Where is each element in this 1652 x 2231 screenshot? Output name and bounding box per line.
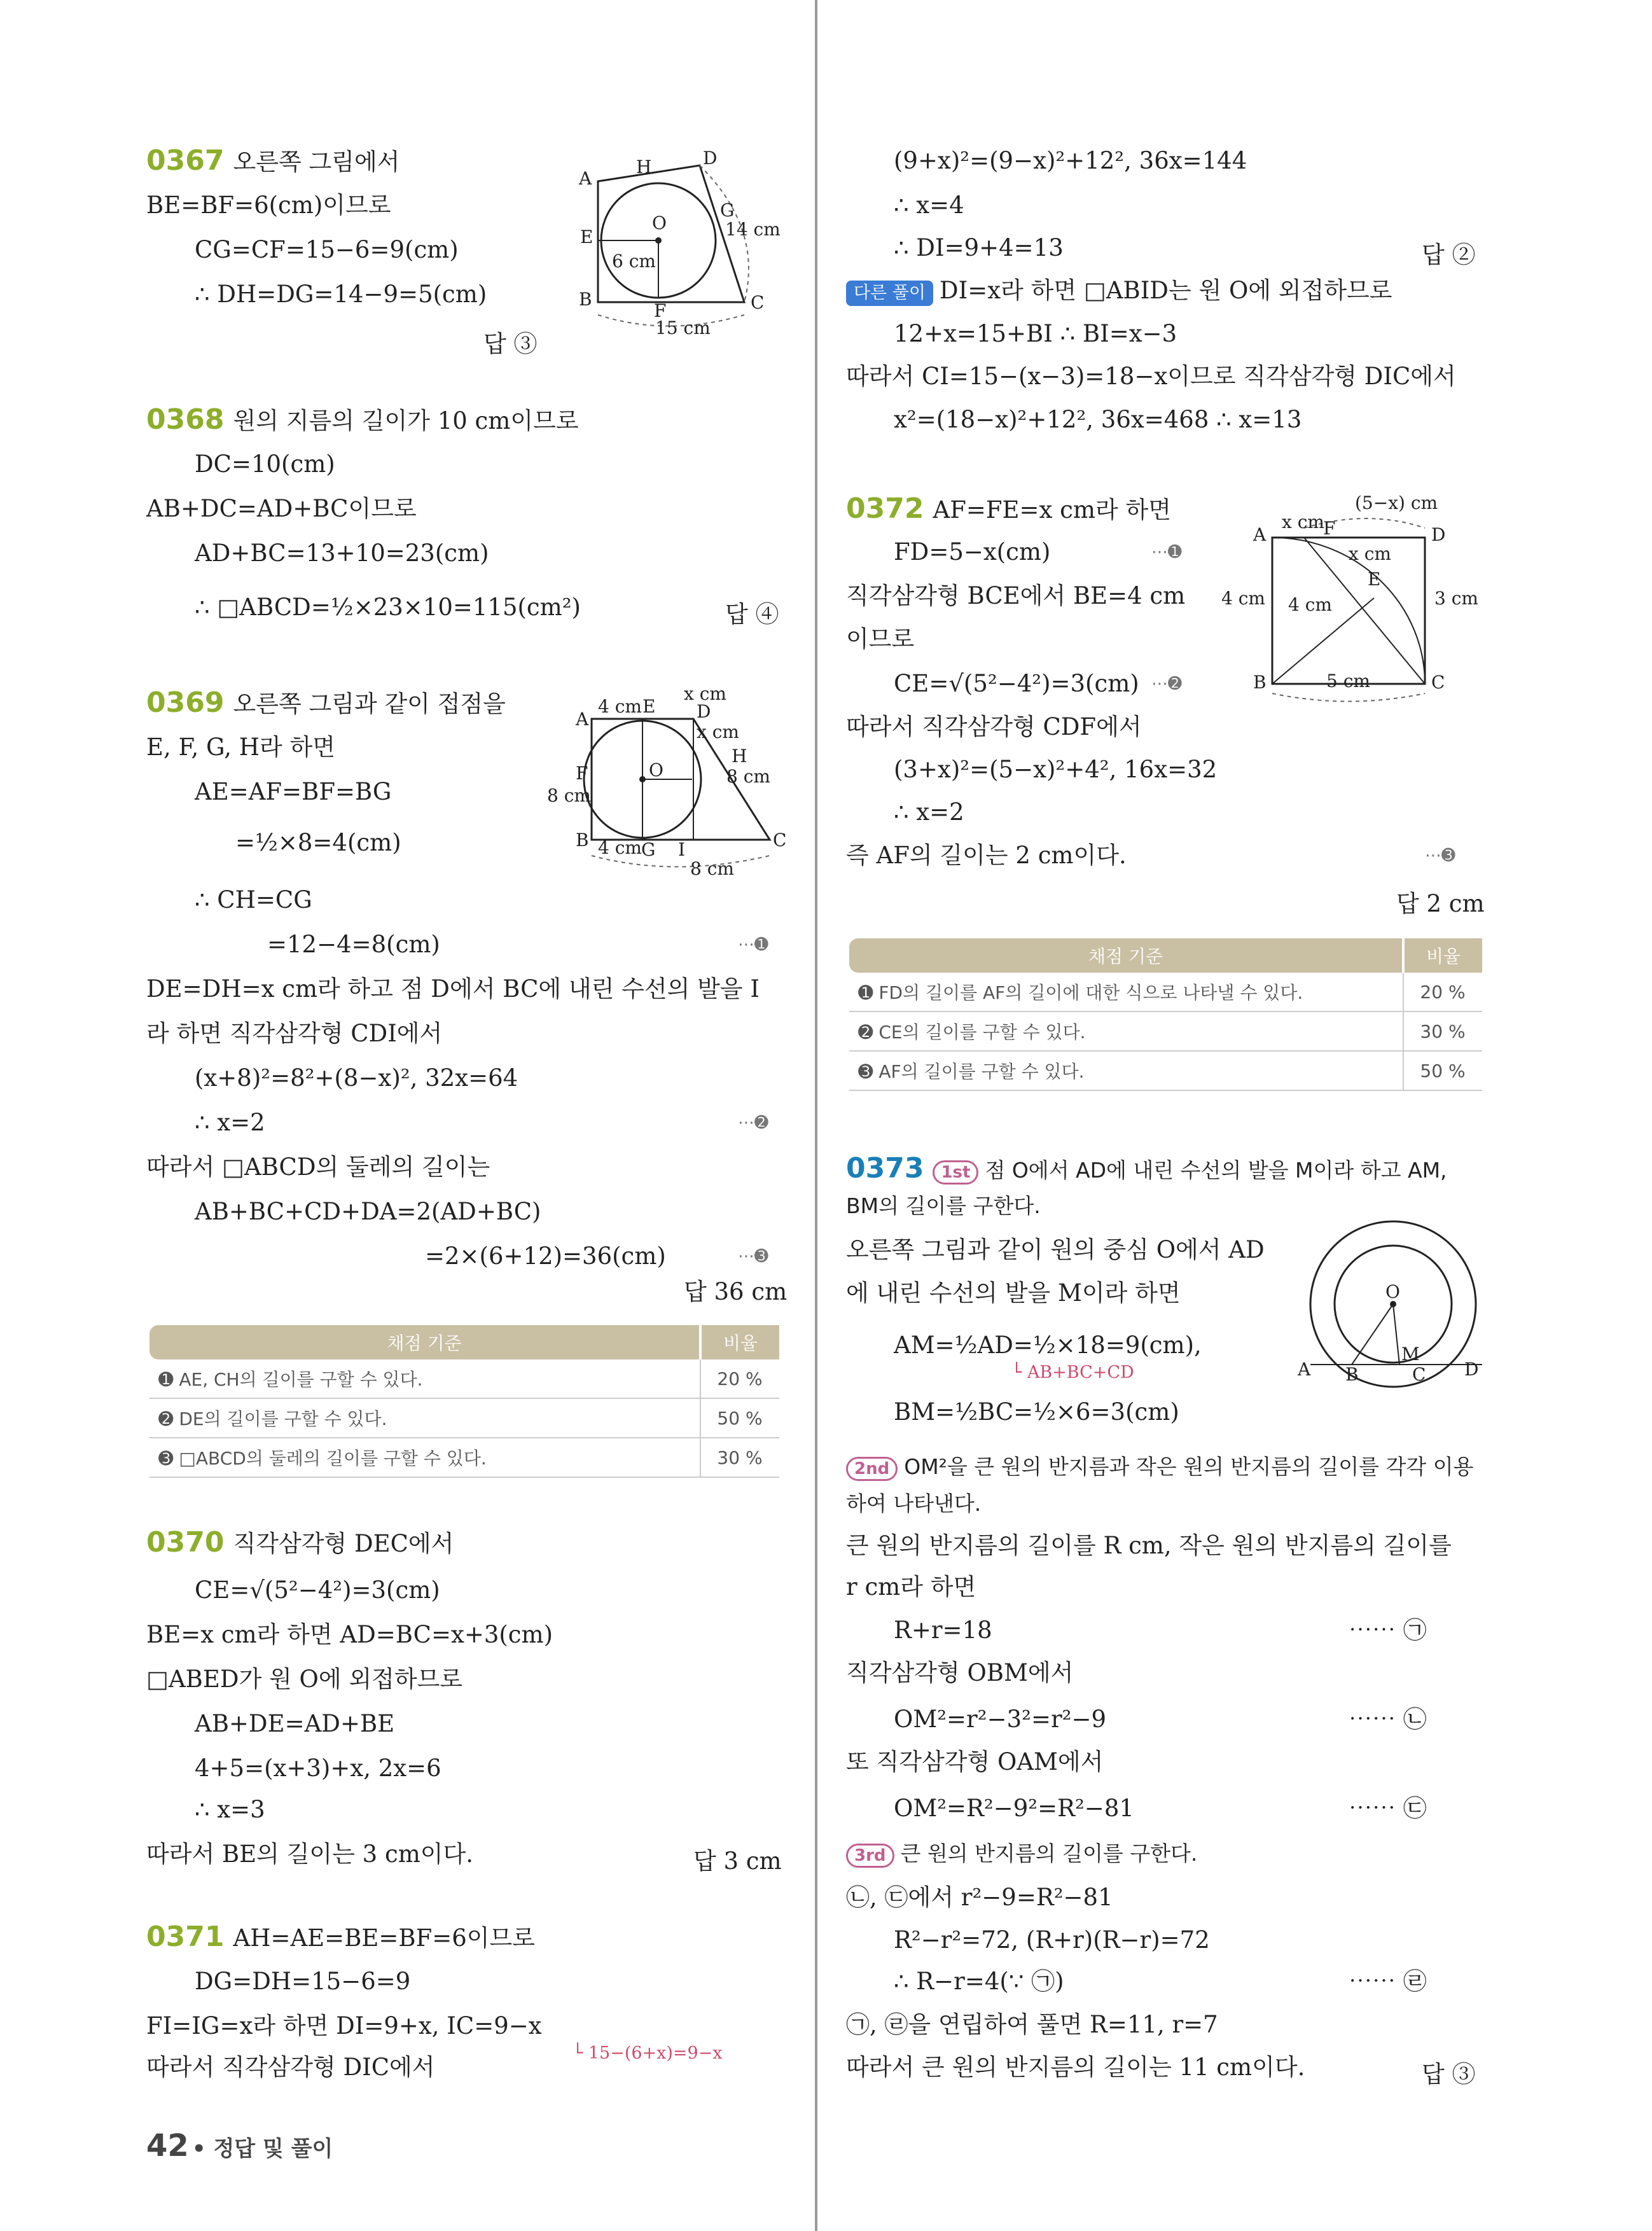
alt-solution-tag: 다른 풀이 [846, 281, 933, 306]
svg-text:(5−x) cm: (5−x) cm [1355, 492, 1438, 513]
problem-0373-line14: ∴ R−r=4(∵ ㉠) [894, 1968, 1064, 1995]
equation-ref-2: ⋯⋯ ㉡ [1349, 1706, 1427, 1733]
problem-0369-line9: (x+8)²=8²+(8−x)², 32x=64 [195, 1064, 518, 1092]
svg-text:4 cm: 4 cm [598, 696, 642, 717]
grade-mark-2: ⋯➋ [738, 1113, 768, 1132]
problem-0372-line9: 즉 AF의 길이는 2 cm이다. [846, 842, 1127, 869]
problem-0368-line2: DC=10(cm) [195, 450, 335, 478]
problem-0369-line3: AE=AF=BF=BG [195, 778, 392, 805]
problem-0370-line6: 4+5=(x+3)+x, 2x=6 [195, 1755, 441, 1782]
problem-0372-line2: FD=5−x(cm) [894, 538, 1051, 566]
svg-text:O: O [649, 760, 663, 781]
svg-text:A: A [1253, 524, 1267, 545]
problem-0373-line10: 또 직각삼각형 OAM에서 [846, 1748, 1104, 1776]
svg-text:E: E [580, 226, 593, 247]
grade-mark-1: ⋯➊ [1151, 543, 1182, 562]
svg-text:D: D [703, 148, 718, 169]
problem-0373-step2: 2nd OM²을 큰 원의 반지름과 작은 원의 반지름의 길이를 각각 이용 [846, 1450, 1474, 1483]
problem-0373-line9: OM²=r²−3²=r²−9 [894, 1706, 1107, 1733]
svg-text:A: A [1298, 1359, 1311, 1380]
problem-0370-line5: AB+DE=AD+BE [195, 1710, 395, 1737]
grade-mark-1: ⋯➊ [738, 935, 768, 954]
note-0371: └ 15−(6+x)=9−x [573, 2043, 723, 2063]
problem-0369-line10: ∴ x=2 [195, 1109, 265, 1136]
problem-0371-cont2: ∴ x=4 [894, 191, 964, 219]
answer-0373: 답 ③ [1422, 2061, 1476, 2088]
svg-text:E: E [642, 696, 656, 717]
table-row: ➊ FD의 길이를 AF의 길이에 대한 식으로 나타낼 수 있다. 20 % [849, 973, 1482, 1011]
grading-table-0369: 채점 기준 비율 ➊ AE, CH의 길이를 구할 수 있다. 20 % ➋ DE의 길이를 구할 수 있다. 50 % ➌ □ABCD의 둘레의 길이를 구할 수 있다. 30 % [149, 1325, 779, 1478]
problem-0370-line7: ∴ x=3 [195, 1796, 265, 1823]
problem-0372-line6: 따라서 직각삼각형 CDF에서 [846, 713, 1142, 740]
svg-text:6 cm: 6 cm [612, 251, 656, 272]
page-footer [146, 2128, 333, 2164]
problem-0373-line12: ㉡, ㉢에서 r²−9=R²−81 [846, 1884, 1113, 1911]
table-row: ➊ AE, CH의 길이를 구할 수 있다. 20 % [149, 1359, 779, 1398]
svg-text:F: F [576, 763, 588, 784]
alt-solution-line3: 따라서 CI=15−(x−3)=18−x이므로 직각삼각형 DIC에서 [846, 363, 1456, 390]
problem-0368-line1: 0368 원의 지름의 길이가 10 cm이므로 [146, 403, 579, 436]
problem-0373-line2: 에 내린 수선의 발을 M이라 하면 [846, 1279, 1181, 1307]
problem-0373-step2b: 하여 나타낸다. [846, 1491, 982, 1516]
problem-number: 0368 [146, 403, 225, 436]
note-0373: └ AB+BC+CD [1011, 1363, 1134, 1382]
svg-text:C: C [773, 830, 787, 851]
problem-0373-step3: 3rd 큰 원의 반지름의 길이를 구한다. [846, 1837, 1197, 1870]
svg-text:C: C [751, 292, 765, 313]
problem-0372-line5: CE=√(5²−4²)=3(cm) [894, 670, 1139, 697]
svg-text:B: B [1345, 1364, 1359, 1385]
problem-0371-line2: DG=DH=15−6=9 [195, 1968, 411, 1995]
problem-0373-line8: 직각삼각형 OBM에서 [846, 1659, 1074, 1686]
problem-0373-line1: 오른쪽 그림과 같이 원의 중심 O에서 AD [846, 1236, 1265, 1263]
svg-text:15 cm: 15 cm [655, 317, 711, 338]
problem-0373-line15: ㉠, ㉣을 연립하여 풀면 R=11, r=7 [846, 2011, 1218, 2038]
svg-text:H: H [732, 746, 747, 767]
problem-0373-line5: 큰 원의 반지름의 길이를 R cm, 작은 원의 반지름의 길이를 [846, 1532, 1452, 1559]
svg-text:8 cm: 8 cm [547, 785, 591, 806]
svg-text:8 cm: 8 cm [726, 766, 770, 787]
svg-text:F: F [654, 300, 667, 321]
problem-0367-line1: 0367 오른쪽 그림에서 [146, 144, 400, 177]
step-tag-3rd: 3rd [846, 1844, 894, 1868]
svg-text:M: M [1401, 1344, 1420, 1365]
problem-0373-line7: R+r=18 [894, 1616, 992, 1644]
problem-0373-line13: R²−r²=72, (R+r)(R−r)=72 [894, 1926, 1210, 1954]
step-tag-1st: 1st [933, 1160, 978, 1185]
equation-ref-4: ⋯⋯ ㉣ [1349, 1968, 1427, 1995]
problem-0373-line6: r cm라 하면 [846, 1573, 976, 1601]
problem-0372-line1: 0372 AF=FE=x cm라 하면 [846, 492, 1171, 525]
problem-0370-line4: □ABED가 원 O에 외접하므로 [146, 1665, 463, 1693]
figure-0369 [547, 683, 787, 879]
problem-0373-line11: OM²=R²−9²=R²−81 [894, 1795, 1134, 1822]
problem-0369-line12: AB+BC+CD+DA=2(AD+BC) [195, 1198, 541, 1225]
svg-text:B: B [579, 289, 592, 310]
svg-text:3 cm: 3 cm [1434, 588, 1478, 609]
figure-0367 [573, 146, 782, 337]
svg-text:x cm: x cm [684, 683, 726, 704]
problem-number: 0371 [146, 1921, 225, 1953]
problem-number: 0372 [846, 492, 924, 525]
problem-number: 0369 [146, 686, 225, 719]
svg-text:5 cm: 5 cm [1326, 671, 1370, 692]
problem-0371-line3: FI=IG=x라 하면 DI=9+x, IC=9−x [146, 2012, 542, 2040]
problem-0368-line3: AB+DC=AD+BC이므로 [146, 495, 417, 522]
problem-0372-line4: 이므로 [846, 625, 915, 653]
problem-0369-line8: 라 하면 직각삼각형 CDI에서 [146, 1020, 443, 1047]
problem-0369-line11: 따라서 □ABCD의 둘레의 길이는 [146, 1153, 490, 1181]
problem-number: 0373 [846, 1152, 924, 1185]
svg-text:O: O [1385, 1281, 1400, 1302]
problem-0372-line8: ∴ x=2 [894, 798, 964, 826]
table-row: ➌ □ABCD의 둘레의 길이를 구할 수 있다. 30 % [149, 1438, 779, 1477]
table-row: ➌ AF의 길이를 구할 수 있다. 50 % [849, 1051, 1482, 1090]
problem-0370-line8: 따라서 BE의 길이는 3 cm이다. [146, 1840, 474, 1868]
svg-text:O: O [652, 212, 667, 233]
figure-0372 [1221, 490, 1482, 693]
svg-text:H: H [636, 156, 652, 177]
alt-solution-line1: 다른 풀이 DI=x라 하면 □ABID는 원 O에 외접하므로 [846, 275, 1392, 307]
svg-text:F: F [1323, 518, 1336, 539]
problem-0373-line3: AM=½AD=½×18=9(cm), [894, 1331, 1202, 1359]
svg-text:D: D [697, 701, 711, 722]
equation-ref-1: ⋯⋯ ㉠ [1349, 1616, 1427, 1644]
problem-0370-line2: CE=√(5²−4²)=3(cm) [195, 1576, 440, 1604]
svg-text:D: D [1464, 1359, 1479, 1380]
svg-text:D: D [1431, 524, 1446, 545]
svg-text:8 cm: 8 cm [690, 858, 734, 879]
step-tag-2nd: 2nd [846, 1457, 898, 1481]
svg-text:B: B [576, 830, 589, 851]
problem-0369-line5: ∴ CH=CG [195, 886, 312, 914]
svg-text:x cm: x cm [697, 721, 739, 742]
svg-text:B: B [1253, 672, 1267, 693]
problem-0372-line3: 직각삼각형 BCE에서 BE=4 cm [846, 582, 1186, 609]
table-row: ➋ DE의 길이를 구할 수 있다. 50 % [149, 1398, 779, 1438]
problem-0373-line4: BM=½BC=½×6=3(cm) [894, 1398, 1179, 1426]
problem-0371-line1: 0371 AH=AE=BE=BF=6이므로 [146, 1921, 536, 1953]
svg-text:C: C [1431, 672, 1445, 693]
svg-text:C: C [1412, 1364, 1426, 1385]
problem-0373-step1b: BM의 길이를 구한다. [846, 1193, 1041, 1218]
answer-0371: 답 ② [1422, 241, 1476, 268]
figure-0373 [1298, 1221, 1482, 1400]
footer-label: • 정답 및 풀이 [191, 2136, 333, 2162]
problem-0367-line3: CG=CF=15−6=9(cm) [195, 236, 459, 263]
problem-0368-line5: ∴ □ABCD=½×23×10=115(cm²) [195, 594, 581, 621]
grading-table-0372: 채점 기준 비율 ➊ FD의 길이를 AF의 길이에 대한 식으로 나타낼 수 있다. 20 % ➋ CE의 길이를 구할 수 있다. 30 % ➌ AF의 길이를 구할 수 있다. 50 % [849, 938, 1482, 1091]
svg-text:4 cm: 4 cm [1221, 588, 1265, 609]
problem-0370-line1: 0370 직각삼각형 DEC에서 [146, 1526, 454, 1559]
alt-solution-line2: 12+x=15+BI ∴ BI=x−3 [894, 320, 1177, 347]
problem-0371-cont3: ∴ DI=9+4=13 [894, 234, 1064, 261]
problem-0369-line1: 0369 오른쪽 그림과 같이 접점을 [146, 686, 506, 719]
svg-text:A: A [576, 709, 589, 730]
svg-text:x cm: x cm [1349, 543, 1391, 564]
svg-text:x cm: x cm [1282, 511, 1324, 532]
column-divider [815, 0, 817, 2231]
answer-0370: 답 3 cm [693, 1847, 782, 1875]
alt-solution-line4: x²=(18−x)²+12², 36x=468 ∴ x=13 [894, 406, 1302, 433]
answer-0369: 답 36 cm [684, 1278, 788, 1305]
problem-0372-line7: (3+x)²=(5−x)²+4², 16x=32 [894, 756, 1218, 783]
problem-0369-line13: =2×(6+12)=36(cm) [425, 1242, 666, 1270]
grade-mark-3: ⋯➌ [1425, 846, 1455, 865]
answer-0368: 답 ④ [725, 601, 779, 628]
problem-0367-line4: ∴ DH=DG=14−9=5(cm) [195, 281, 487, 308]
svg-text:4 cm: 4 cm [1288, 594, 1332, 615]
svg-text:I: I [678, 839, 686, 860]
grade-mark-2: ⋯➋ [1151, 674, 1182, 693]
problem-0373-line16: 따라서 큰 원의 반지름의 길이는 11 cm이다. [846, 2054, 1305, 2081]
answer-0367: 답 ③ [483, 330, 538, 358]
answer-0372: 답 2 cm [1396, 890, 1485, 917]
problem-0369-line4: =½×8=4(cm) [235, 829, 401, 856]
problem-0369-line6: =12−4=8(cm) [267, 931, 440, 958]
problem-0367-line2: BE=BF=6(cm)이므로 [146, 191, 391, 219]
problem-0369-line7: DE=DH=x cm라 하고 점 D에서 BC에 내린 수선의 발을 I [146, 975, 760, 1003]
problem-0371-line4: 따라서 직각삼각형 DIC에서 [146, 2054, 435, 2081]
problem-0371-cont1: (9+x)²=(9−x)²+12², 36x=144 [894, 147, 1247, 174]
equation-ref-3: ⋯⋯ ㉢ [1349, 1795, 1427, 1822]
svg-text:14 cm: 14 cm [725, 219, 781, 240]
problem-number: 0370 [146, 1526, 225, 1559]
table-row: ➋ CE의 길이를 구할 수 있다. 30 % [849, 1011, 1482, 1051]
problem-0369-line2: E, F, G, H라 하면 [146, 733, 335, 761]
page-number: 42 [146, 2128, 189, 2164]
svg-text:A: A [579, 168, 592, 189]
svg-text:E: E [1368, 569, 1381, 590]
svg-text:G: G [720, 200, 735, 221]
problem-0370-line3: BE=x cm라 하면 AD=BC=x+3(cm) [146, 1621, 553, 1648]
svg-text:G: G [641, 839, 656, 860]
grade-mark-3: ⋯➌ [738, 1247, 768, 1266]
problem-0373-step1: 0373 1st 점 O에서 AD에 내린 수선의 발을 M이라 하고 AM, [846, 1152, 1447, 1185]
problem-0368-line4: AD+BC=13+10=23(cm) [195, 539, 489, 567]
problem-number: 0367 [146, 144, 225, 177]
svg-text:4 cm: 4 cm [598, 837, 642, 858]
